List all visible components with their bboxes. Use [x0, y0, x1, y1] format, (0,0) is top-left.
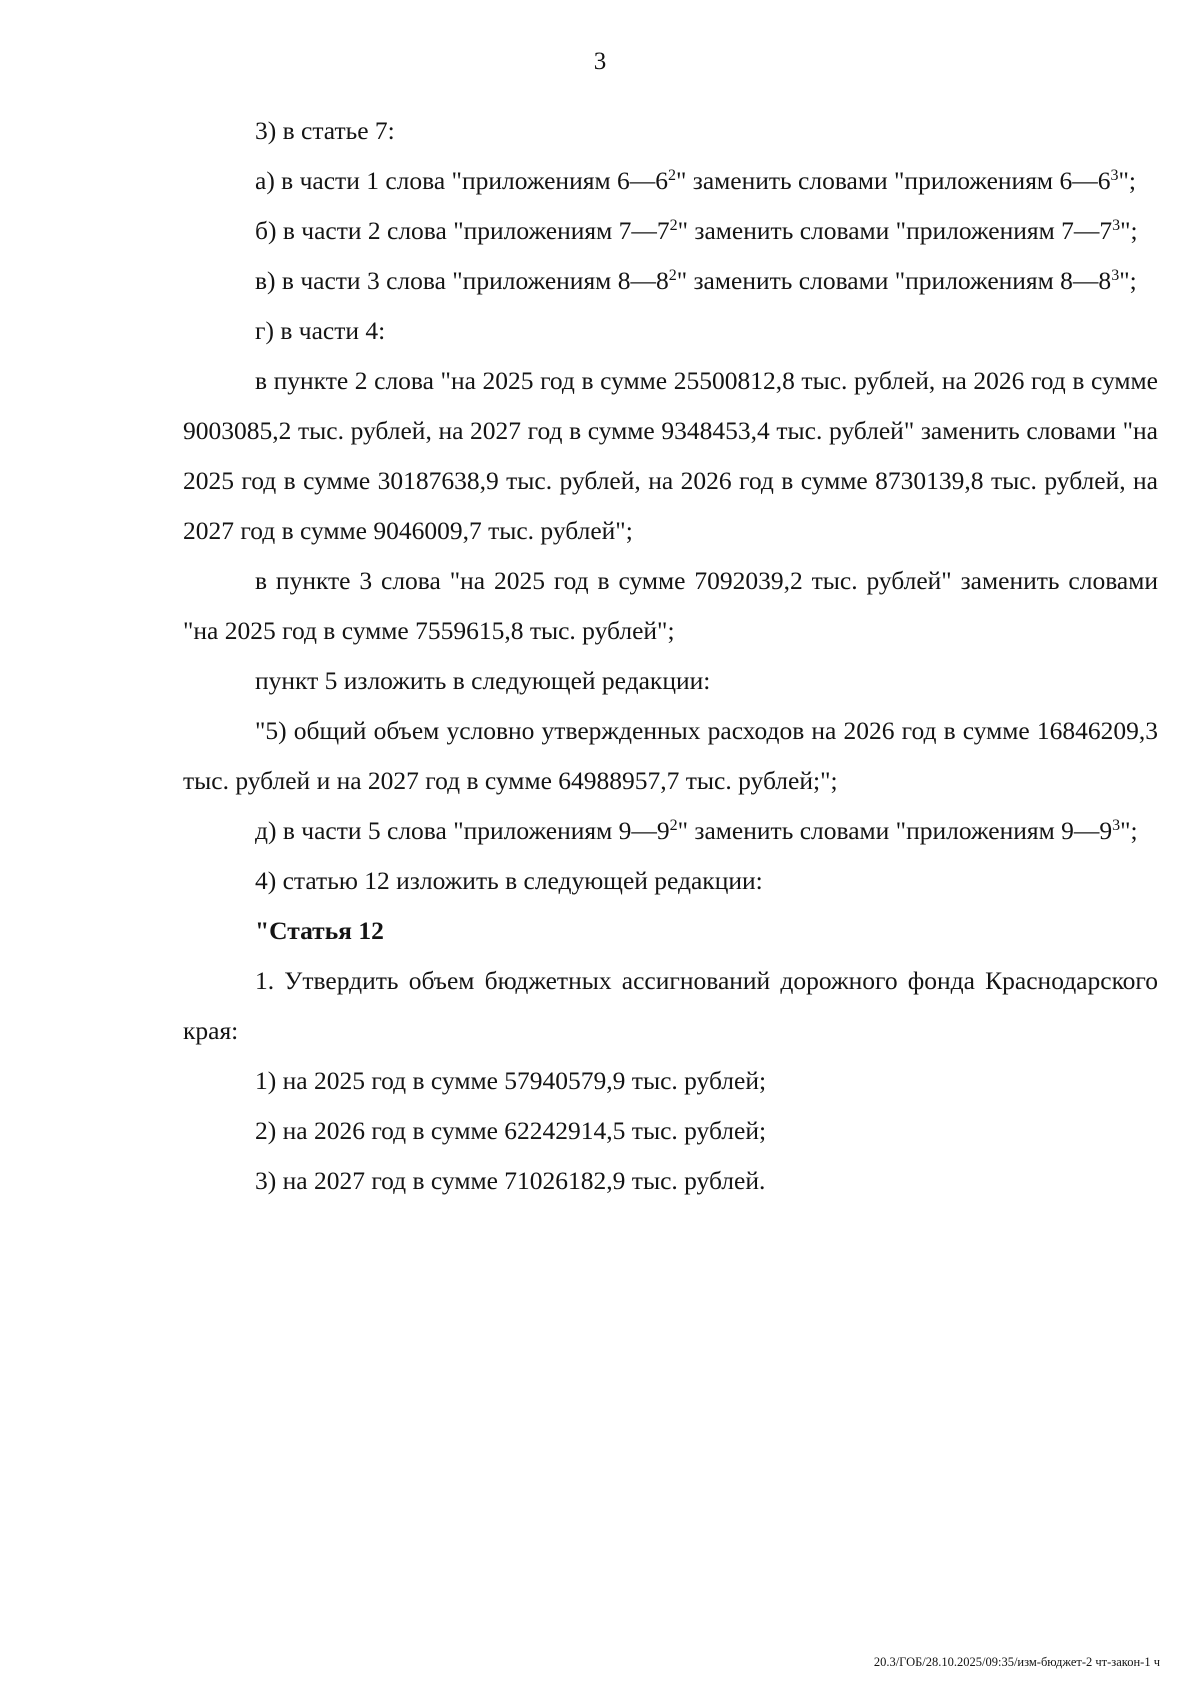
page-number: 3 [593, 48, 607, 75]
subclause-v-sup2: 3 [1111, 267, 1120, 284]
point-5-text: "5) общий объем условно утвержденных расходов на 2026 год в сумме 16846209,3 тыс. рублей и на 2027 год в сумме 64988957,7 тыс. рублей;"; [183, 716, 1158, 795]
subclause-v-post: "; [1119, 266, 1137, 295]
subclause-a-mid: " заменить словами "приложениям 6—6 [675, 166, 1111, 195]
subclause-v-sup1: 2 [668, 267, 677, 284]
subclause-a-pre: а) в части 1 слова "приложениям 6—6 [255, 166, 668, 195]
subclause-v-mid: " заменить словами "приложениям 8—8 [676, 266, 1112, 295]
subclause-d-mid: " заменить словами "приложениям 9—9 [677, 816, 1113, 845]
subclause-b-post: "; [1120, 216, 1138, 245]
subclause-d-pre: д) в части 5 слова "приложениям 9—9 [255, 816, 670, 845]
point-3-amendment: в пункте 3 слова "на 2025 год в сумме 7092039,2 тыс. рублей" заменить словами "на 2025 год в сумме 7559615,8 тыс. рублей"; [183, 566, 1158, 645]
list-item: 3) на 2027 год в сумме 71026182,9 тыс. рублей. [255, 1166, 766, 1195]
point-5-intro: пункт 5 изложить в следующей редакции: [255, 666, 711, 695]
subclause-d-sup2: 3 [1112, 817, 1121, 834]
clause-4: 4) статью 12 изложить в следующей редакции: [255, 866, 763, 895]
document-body [183, 106, 1158, 1206]
subclause-v [183, 256, 1158, 306]
document-footer: 20.3/ГОБ/28.10.2025/09:35/изм-бюджет-2 чт-закон-1 ч [873, 1655, 1160, 1669]
subclause-b-sup1: 2 [669, 217, 678, 234]
subclause-a [183, 156, 1158, 206]
subclause-a-sup2: 3 [1110, 167, 1119, 184]
list-item: 1) на 2025 год в сумме 57940579,9 тыс. рублей; [255, 1066, 767, 1095]
point-2-amendment: в пункте 2 слова "на 2025 год в сумме 25500812,8 тыс. рублей, на 2026 год в сумме 9003085,2 тыс. рублей, на 2027 год в сумме 9348453,4 тыс. рублей" заменить словами "на 2025 год в сумме 30187638,9 тыс. рублей, на 2026 год в сумме 8730139,8 тыс. рублей, на 2027 год в сумме 9046009,7 тыс. рублей"; [183, 366, 1158, 545]
subclause-a-sup1: 2 [667, 167, 676, 184]
subclause-b-pre: б) в части 2 слова "приложениям 7—7 [255, 216, 670, 245]
subclause-d [183, 806, 1158, 856]
subclause-g: г) в части 4: [255, 316, 386, 345]
list-item: 2) на 2026 год в сумме 62242914,5 тыс. рублей; [255, 1116, 767, 1145]
subclause-d-post: "; [1120, 816, 1138, 845]
clause-3: 3) в статье 7: [255, 116, 395, 145]
subclause-a-post: "; [1118, 166, 1136, 195]
subclause-v-pre: в) в части 3 слова "приложениям 8—8 [255, 266, 669, 295]
subclause-b [183, 206, 1158, 256]
subclause-b-sup2: 3 [1112, 217, 1121, 234]
article-paragraph-1: 1. Утвердить объем бюджетных ассигнований дорожного фонда Краснодарского края: [183, 966, 1158, 1045]
subclause-d-sup1: 2 [669, 817, 678, 834]
article-heading: "Статья 12 [255, 916, 384, 945]
subclause-b-mid: " заменить словами "приложениям 7—7 [677, 216, 1113, 245]
